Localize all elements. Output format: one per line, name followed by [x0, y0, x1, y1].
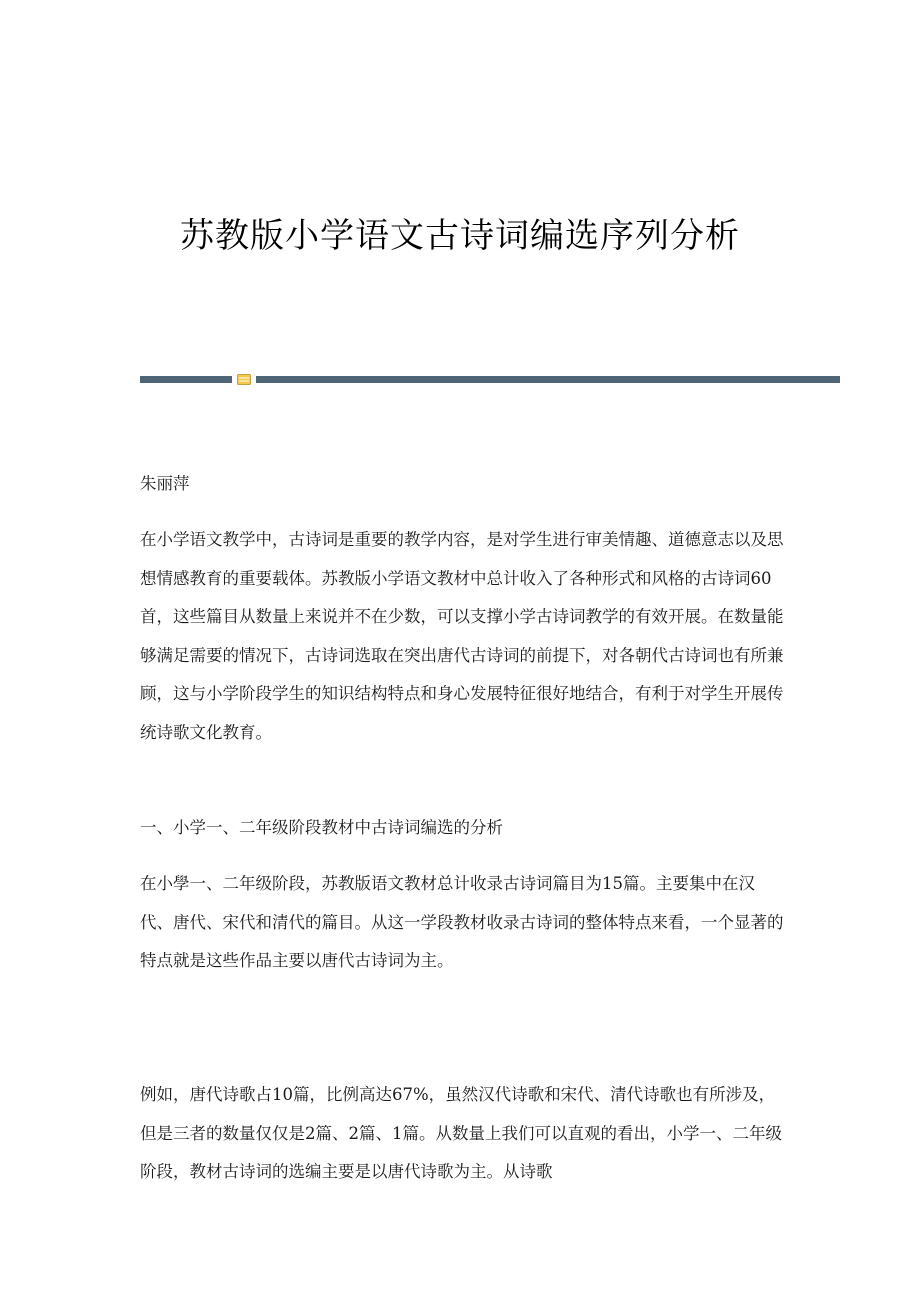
divider-ornament-icon — [237, 374, 251, 385]
paragraph: 在小學一、二年级阶段，苏教版语文教材总计收录古诗词篇目为15篇。主要集中在汉代、唐代、宋代和清代的篇目。从这一学段教材收录古诗词的整体特点来看，一个显著的特点就是这些作品主要以唐代古诗词为主。 — [140, 874, 784, 970]
author-name: 朱丽萍 — [140, 474, 190, 493]
divider-bar-left — [140, 376, 232, 383]
document-title: 苏教版小学语文古诗词编选序列分析 — [180, 216, 740, 256]
section-heading: 一、小学一、二年级阶段教材中古诗词编选的分析 — [140, 818, 503, 837]
title-divider — [140, 374, 840, 386]
paragraph: 在小学语文教学中，古诗词是重要的教学内容，是对学生进行审美情趣、道德意志以及思想情感教育的重要载体。苏教版小学语文教材中总计收入了各种形式和风格的古诗词60首，这些篇目从数量上来说并不在少数，可以支撑小学古诗词教学的有效开展。在数量能够满足需要的情况下，古诗词选取在突出唐代古诗词的前提下，对各朝代古诗词也有所兼顾，这与小学阶段学生的知识结构特点和身心发展特征很好地结合，有利于对学生开展传统诗歌文化教育。 — [140, 530, 784, 742]
divider-bar-right — [256, 376, 840, 383]
paragraph: 例如，唐代诗歌占10篇，比例高达67%，虽然汉代诗歌和宋代、清代诗歌也有所涉及，但是三者的数量仅仅是2篇、2篇、1篇。从数量上我们可以直观的看出，小学一、二年级阶段，教材古诗词的选编主要是以唐代诗歌为主。从诗歌 — [140, 1085, 782, 1181]
